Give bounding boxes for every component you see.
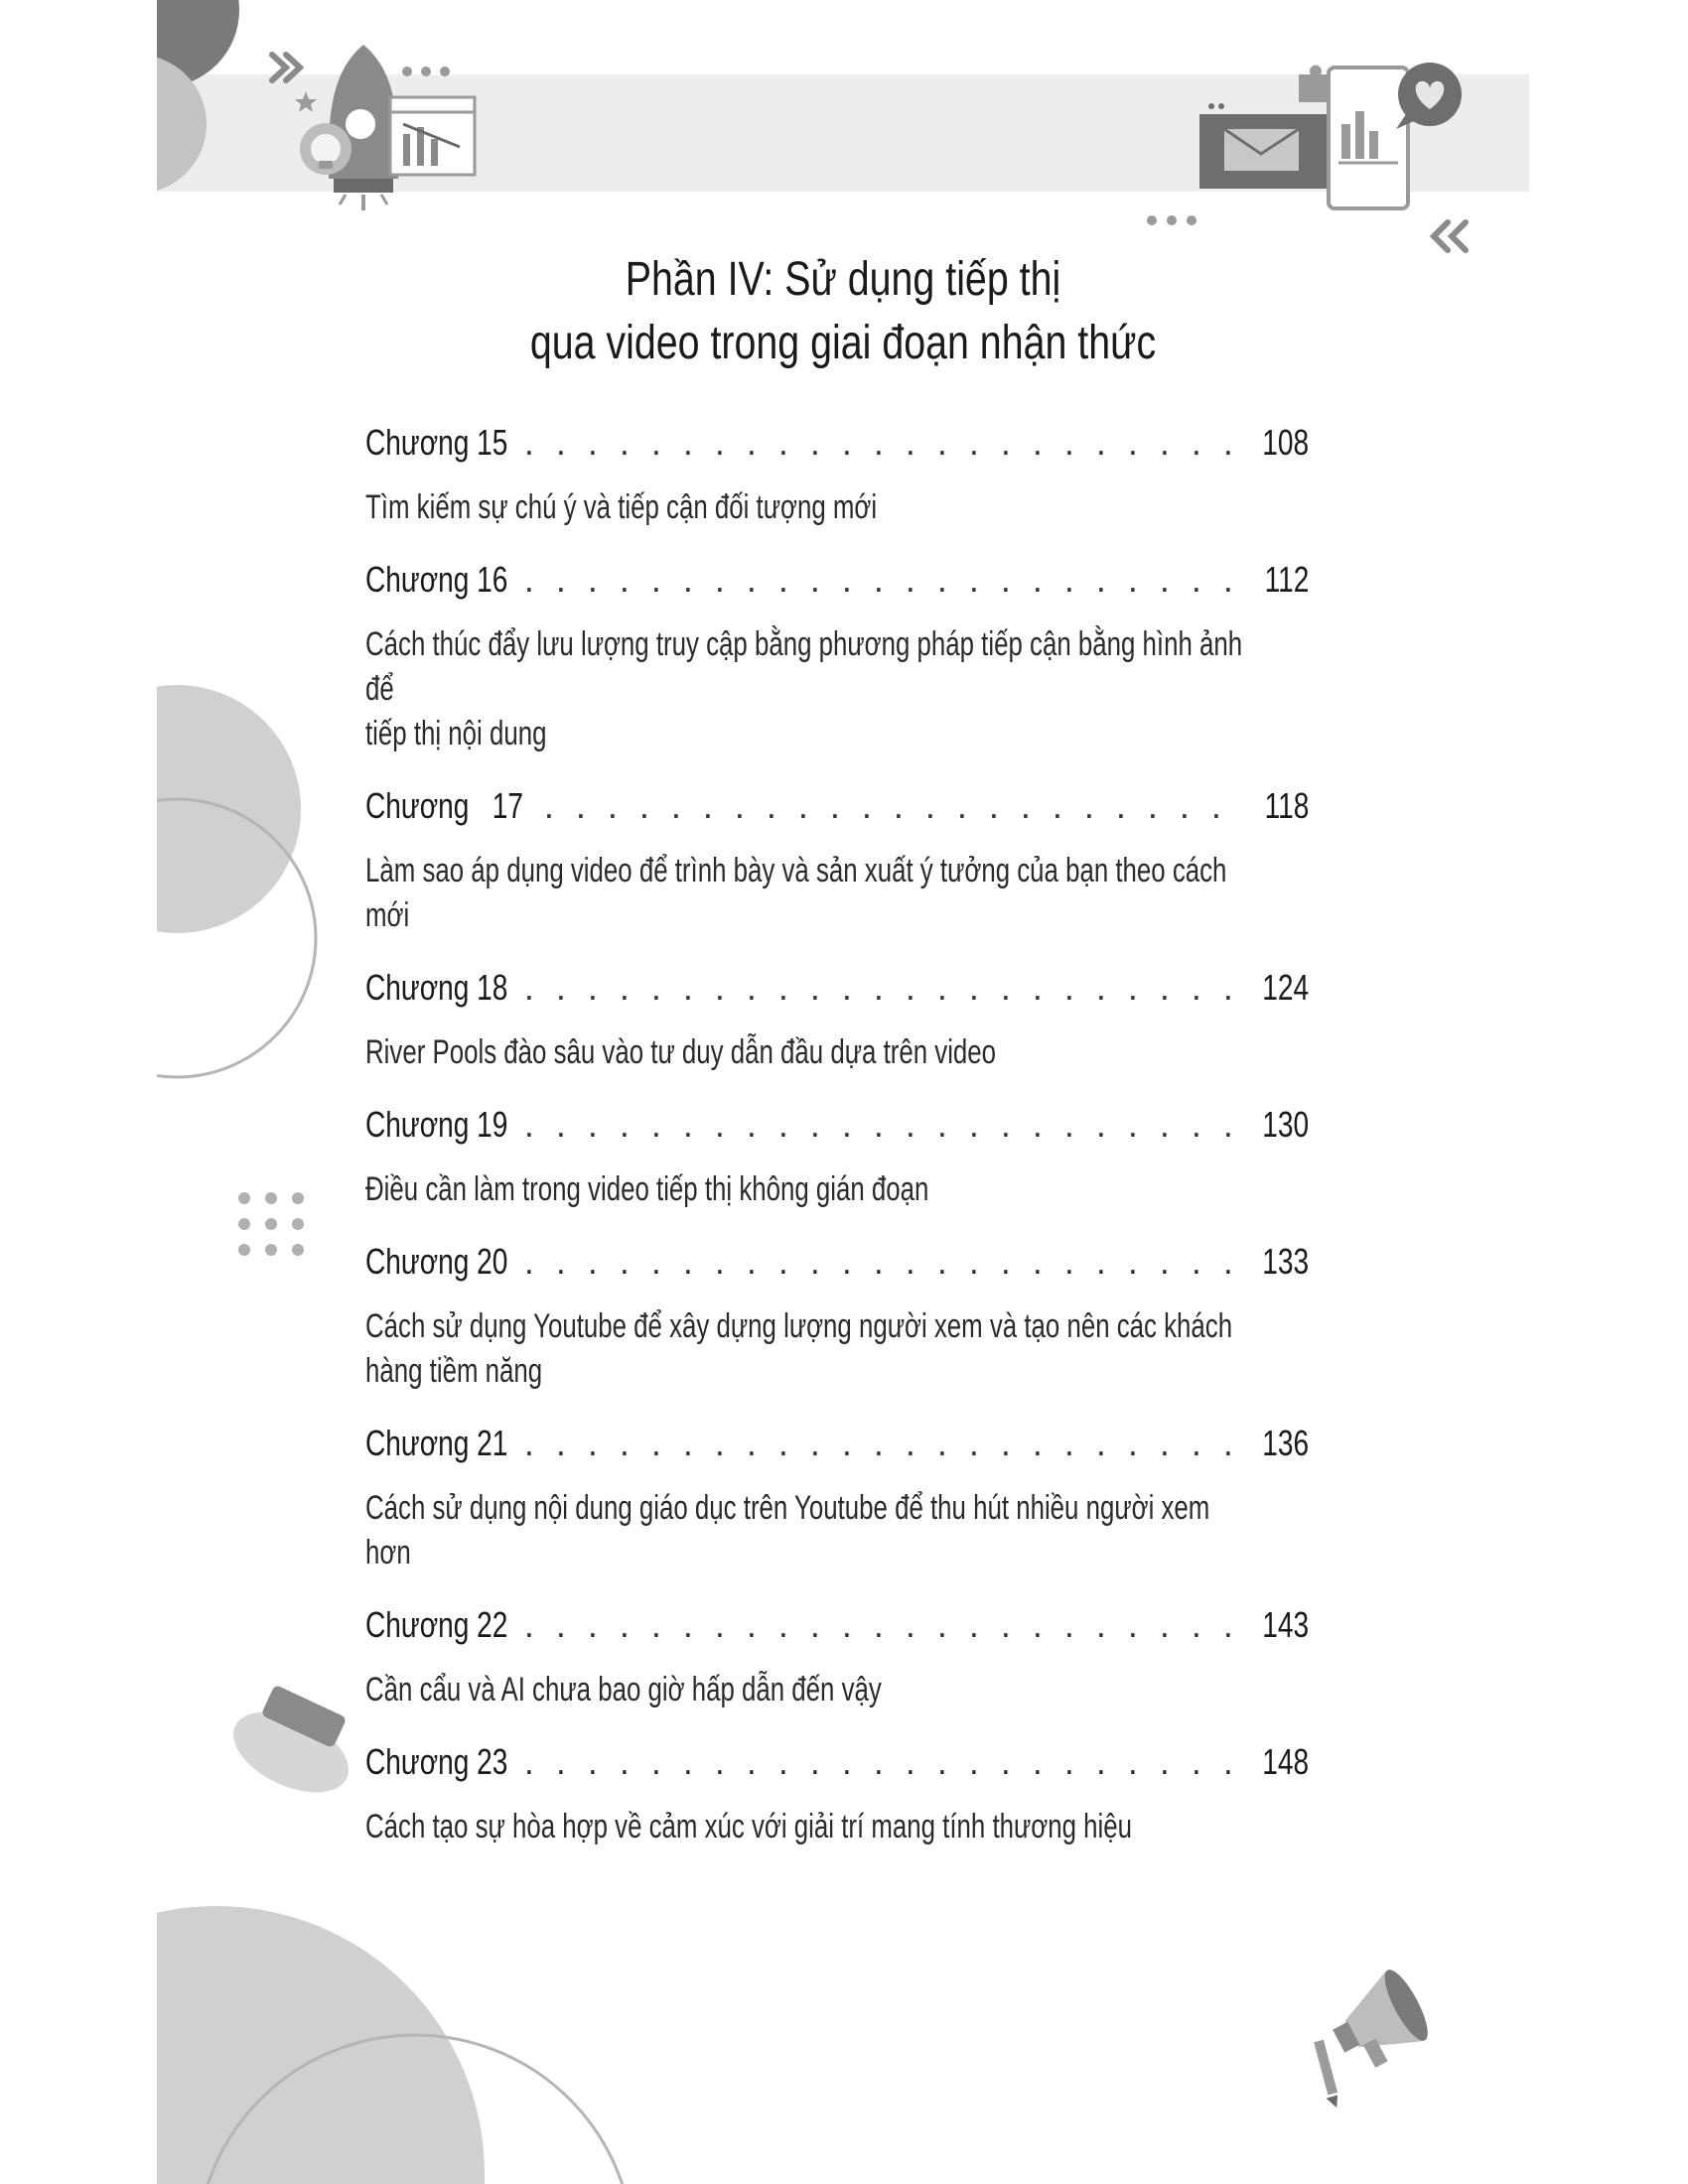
description-line: Cách thúc đẩy lưu lượng truy cập bằng phương pháp tiếp cận bằng hình ảnh để (365, 625, 1243, 708)
corner-circles-bottom-left (157, 1906, 633, 2184)
chapter-description (365, 1167, 1256, 1212)
description-line: Làm sao áp dụng video để trình bày và sản xuất ý tưởng của bạn theo cách mới (365, 852, 1227, 934)
chapter-label: Chương 21 (365, 1423, 508, 1463)
chapter-description (365, 1304, 1256, 1394)
double-chevron-left-icon (1434, 222, 1466, 250)
chapter-heading-row (365, 1104, 1309, 1156)
eraser-icon (220, 1685, 360, 1809)
page-number: 118 (1264, 785, 1309, 826)
dot-leader (524, 559, 1246, 601)
toc-entry-23[interactable] (365, 1741, 1309, 1849)
chapter-heading-row (365, 1741, 1309, 1793)
page-number: 130 (1262, 1104, 1309, 1145)
chapter-label: Chương 22 (365, 1604, 508, 1645)
section-title (280, 248, 1405, 375)
chapter-heading-row (365, 785, 1309, 837)
left-circles-middle (157, 685, 316, 1077)
tablet-chart-icon (1329, 68, 1408, 208)
dot-row-top (402, 67, 450, 76)
toc-entry-20[interactable] (365, 1241, 1309, 1394)
chapter-description (365, 622, 1256, 756)
toc-entry-17[interactable] (365, 785, 1309, 938)
dot-leader (524, 967, 1243, 1009)
chapter-description (365, 1668, 1256, 1712)
toc-entry-18[interactable] (365, 967, 1309, 1075)
description-line: Điều cần làm trong video tiếp thị không gián đoạn (365, 1170, 929, 1208)
chapter-description (365, 1486, 1256, 1575)
chapter-heading-row (365, 967, 1309, 1019)
lightbulb-icon (300, 123, 352, 175)
chapter-label: Chương 16 (365, 559, 508, 600)
dot-leader (524, 1423, 1243, 1464)
section-title-line1: Phần IV: Sử dụng tiếp thị (625, 253, 1061, 306)
browser-chart-icon (390, 97, 475, 175)
toc-entry-15[interactable] (365, 422, 1309, 530)
description-line: tiếp thị nội dung (365, 715, 547, 752)
chapter-heading-row (365, 1604, 1309, 1656)
chapter-description (365, 485, 1256, 530)
chapter-heading-row (365, 1423, 1309, 1474)
chapter-label: Chương 18 (365, 967, 508, 1008)
description-line: Tìm kiếm sự chú ý và tiếp cận đối tượng mới (365, 488, 878, 526)
page-number: 143 (1262, 1604, 1309, 1645)
chapter-label: Chương 20 (365, 1241, 508, 1282)
description-line: River Pools đào sâu vào tư duy dẫn đầu dựa trên video (365, 1033, 997, 1071)
description-line: Cách sử dụng nội dung giáo dục trên Youtube để thu hút nhiều người xem hơn (365, 1489, 1210, 1571)
description-line: Cần cẩu và AI chưa bao giờ hấp dẫn đến vậy (365, 1671, 882, 1708)
megaphone-icon (1320, 1965, 1436, 2077)
chapter-label: Chương 15 (365, 422, 508, 463)
page-number: 108 (1262, 422, 1309, 463)
chapter-description (365, 1805, 1256, 1849)
chapter-label: Chương 23 (365, 1741, 508, 1782)
chapter-heading-row (365, 1241, 1309, 1293)
toc-entry-19[interactable] (365, 1104, 1309, 1212)
page-number: 124 (1262, 967, 1309, 1008)
dot-leader (524, 1604, 1243, 1646)
chapter-heading-row (365, 559, 1309, 611)
pencil-icon (1314, 2040, 1340, 2111)
page-number: 136 (1262, 1423, 1309, 1463)
description-line: hàng tiềm năng (365, 1352, 543, 1390)
toc-entry-21[interactable] (365, 1423, 1309, 1575)
page-number: 112 (1264, 559, 1309, 600)
dot-row-right (1147, 215, 1196, 225)
page-number: 148 (1262, 1741, 1309, 1782)
dot-leader (524, 1241, 1243, 1283)
dot-grid-icon (238, 1192, 304, 1256)
toc-entry-22[interactable] (365, 1604, 1309, 1712)
toc-entry-16[interactable] (365, 559, 1309, 756)
chapter-label: Chương 19 (365, 1104, 508, 1145)
dot-leader (544, 785, 1246, 827)
dot-leader (524, 422, 1243, 464)
section-title-line2: qua video trong giai đoạn nhận thức (529, 317, 1157, 369)
book-page (157, 0, 1529, 2184)
chapter-heading-row (365, 422, 1309, 474)
chapter-description (365, 1030, 1256, 1075)
page-number: 133 (1262, 1241, 1309, 1282)
envelope-icon (1199, 103, 1327, 189)
table-of-contents (365, 422, 1309, 1878)
dot-leader (524, 1104, 1243, 1146)
chapter-label: Chương 17 (365, 785, 523, 826)
chapter-description (365, 849, 1256, 938)
description-line: Cách tạo sự hòa hợp về cảm xúc với giải trí mang tính thương hiệu (365, 1808, 1133, 1845)
description-line: Cách sử dụng Youtube để xây dựng lượng người xem và tạo nên các khách (365, 1307, 1233, 1345)
dot-leader (524, 1741, 1243, 1783)
